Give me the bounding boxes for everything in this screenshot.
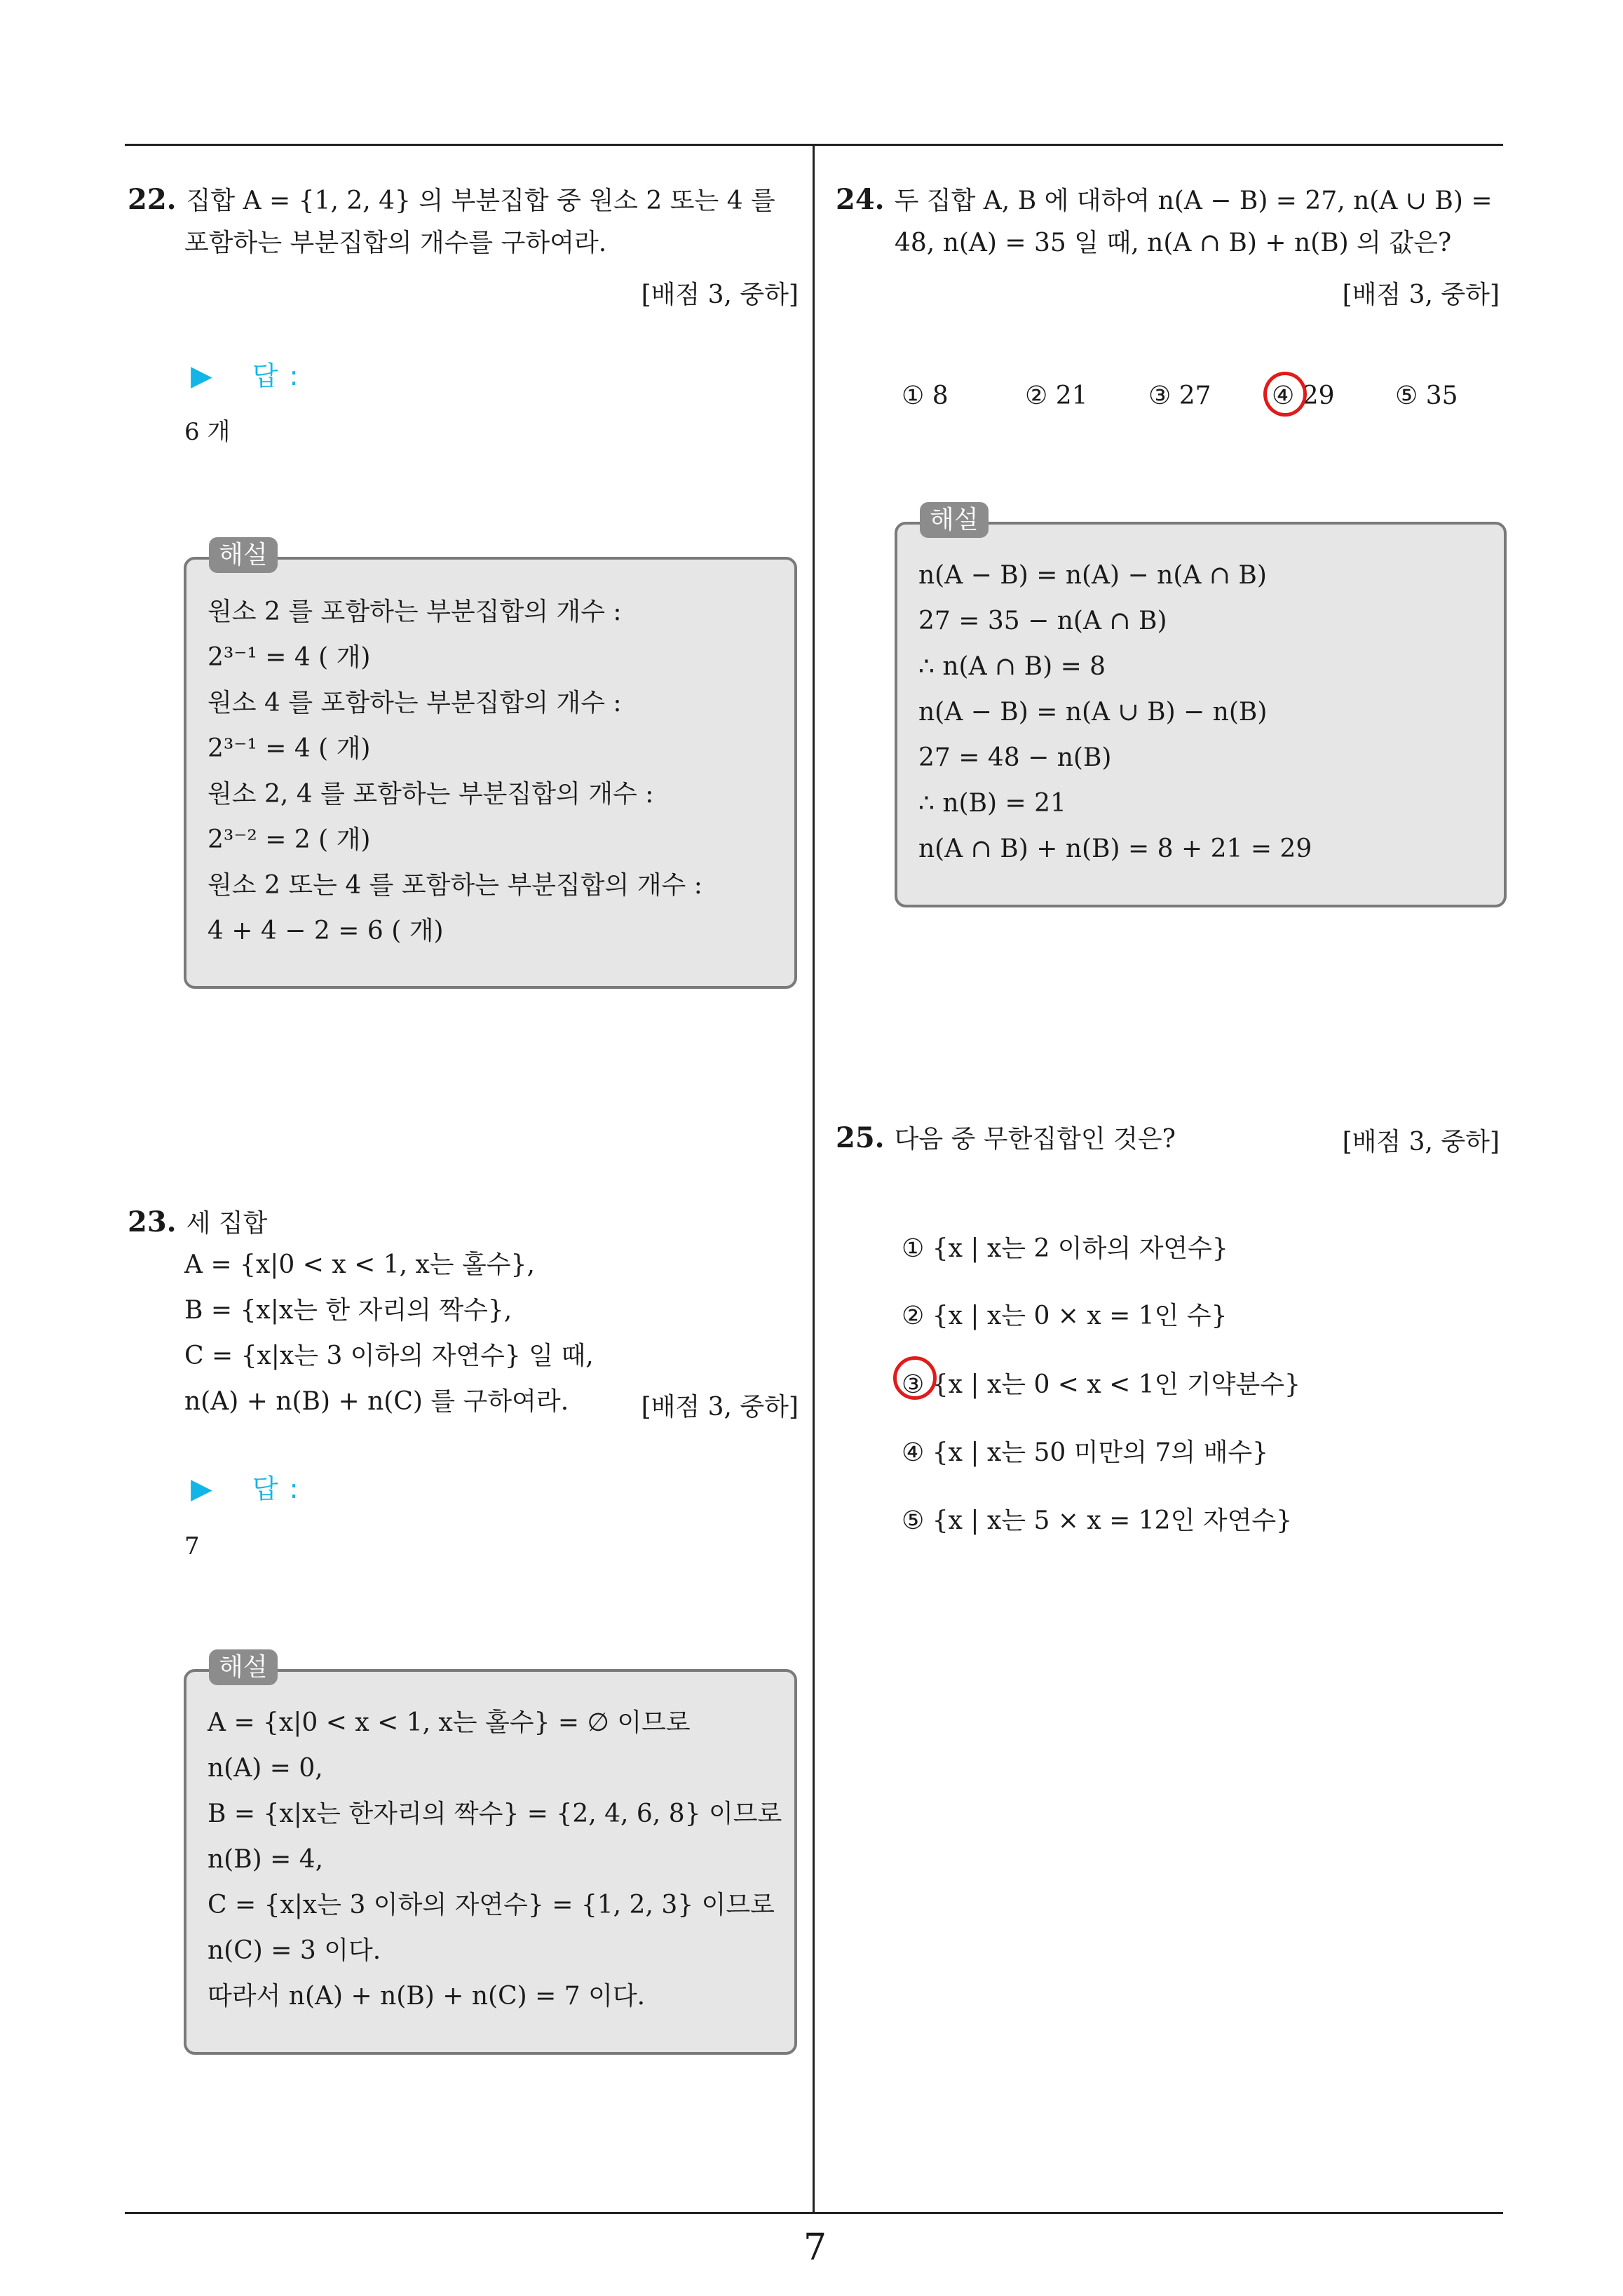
q24-choice-3[interactable]: ③ 27 bbox=[1148, 381, 1211, 410]
q23-explanation-line: A = {x|0 < x < 1, x는 홀수} = ∅ 이므로 bbox=[208, 1708, 691, 1737]
q22-meta: [배점 3, 중하] bbox=[641, 281, 799, 309]
q23-explanation-line: B = {x|x는 한자리의 짝수} = {2, 4, 6, 8} 이므로 bbox=[208, 1799, 782, 1828]
q22-explanation-line: 원소 2 또는 4 를 포함하는 부분집합의 개수 : bbox=[208, 871, 702, 900]
q22-explanation-line: 2³⁻¹ = 4 ( 개) bbox=[208, 643, 371, 672]
q22-explanation-line: 4 + 4 − 2 = 6 ( 개) bbox=[208, 917, 444, 945]
q23-explanation-line: n(C) = 3 이다. bbox=[208, 1936, 381, 1965]
q22-number: 22. bbox=[128, 183, 177, 216]
q24-explanation-line: ∴ n(A ∩ B) = 8 bbox=[918, 652, 1106, 681]
q23-explanation-line: 따라서 n(A) + n(B) + n(C) = 7 이다. bbox=[208, 1982, 646, 2011]
q23-answer-value: 7 bbox=[184, 1532, 200, 1560]
q24-choice-1[interactable]: ① 8 bbox=[902, 381, 949, 410]
q24-answer-mark-circle bbox=[1263, 372, 1307, 417]
q23-text-line5: n(A) + n(B) + n(C) 를 구하여라. bbox=[184, 1387, 569, 1416]
q25-choice-2[interactable]: ② {x | x는 0 × x = 1인 수} bbox=[902, 1302, 1228, 1330]
q22-text-line1: 집합 A = {1, 2, 4} 의 부분집합 중 원소 2 또는 4 를 bbox=[186, 187, 775, 215]
bottom-rule bbox=[125, 2212, 1503, 2214]
q23-number: 23. bbox=[128, 1206, 177, 1238]
q23-question-line1 bbox=[128, 1206, 267, 1238]
q25-text-line1: 다음 중 무한집합인 것은? bbox=[894, 1125, 1176, 1154]
q24-explanation-line: ∴ n(B) = 21 bbox=[918, 789, 1066, 818]
q22-question-line1 bbox=[128, 184, 775, 216]
q25-question-line1 bbox=[836, 1122, 1176, 1154]
q23-text-line3: B = {x|x는 한 자리의 짝수}, bbox=[184, 1296, 512, 1325]
answer-arrow-icon: ▶ bbox=[191, 1473, 212, 1505]
q25-choice-5[interactable]: ⑤ {x | x는 5 × x = 12인 자연수} bbox=[902, 1506, 1293, 1535]
q24-meta: [배점 3, 중하] bbox=[1342, 281, 1500, 309]
q25-answer-mark-circle bbox=[893, 1356, 937, 1400]
q23-answer-row bbox=[191, 1467, 299, 1506]
q22-explanation-line: 2³⁻¹ = 4 ( 개) bbox=[208, 734, 371, 763]
q22-text-line2: 포함하는 부분집합의 개수를 구하여라. bbox=[184, 229, 607, 257]
q24-explanation-line: n(A − B) = n(A) − n(A ∩ B) bbox=[918, 561, 1267, 590]
q24-number: 24. bbox=[836, 183, 885, 216]
q23-explanation-tag: 해설 bbox=[209, 1649, 278, 1685]
q23-answer-label: 답 : bbox=[252, 1473, 300, 1504]
q24-text-line1: 두 집합 A, B 에 대하여 n(A − B) = 27, n(A ∪ B) = bbox=[894, 187, 1493, 215]
q24-choice-4[interactable]: ④ 29 bbox=[1272, 381, 1335, 410]
q22-answer-label: 답 : bbox=[252, 360, 300, 391]
q22-explanation-line: 2³⁻² = 2 ( 개) bbox=[208, 825, 371, 854]
q22-answer-row bbox=[191, 354, 299, 393]
q24-explanation-line: n(A ∩ B) + n(B) = 8 + 21 = 29 bbox=[918, 835, 1312, 863]
q24-explanation-line: 27 = 35 − n(A ∩ B) bbox=[918, 607, 1167, 635]
q22-answer-value: 6 개 bbox=[184, 418, 231, 446]
q23-explanation-line: n(B) = 4, bbox=[208, 1845, 324, 1874]
page-number: 7 bbox=[803, 2227, 827, 2269]
q23-text-line2: A = {x|0 < x < 1, x는 홀수}, bbox=[184, 1250, 535, 1279]
answer-arrow-icon: ▶ bbox=[191, 360, 212, 392]
q25-choice-1[interactable]: ① {x | x는 2 이하의 자연수} bbox=[902, 1234, 1228, 1263]
q24-choice-5[interactable]: ⑤ 35 bbox=[1395, 381, 1458, 410]
q22-explanation-lines bbox=[208, 589, 702, 954]
q23-text-line1: 세 집합 bbox=[186, 1209, 268, 1238]
q24-explanation-line: n(A − B) = n(A ∪ B) − n(B) bbox=[918, 698, 1268, 727]
q24-question-line1 bbox=[836, 184, 1493, 216]
q24-explanation-line: 27 = 48 − n(B) bbox=[918, 743, 1112, 772]
q22-explanation-line: 원소 2, 4 를 포함하는 부분집합의 개수 : bbox=[208, 780, 654, 809]
q24-text-line2: 48, n(A) = 35 일 때, n(A ∩ B) + n(B) 의 값은? bbox=[895, 229, 1452, 257]
q22-explanation-tag: 해설 bbox=[209, 537, 278, 573]
q24-choice-2[interactable]: ② 21 bbox=[1025, 381, 1088, 410]
q23-explanation-lines bbox=[208, 1700, 782, 2019]
q23-explanation-line: C = {x|x는 3 이하의 자연수} = {1, 2, 3} 이므로 bbox=[208, 1891, 775, 1919]
q23-text-line4: C = {x|x는 3 이하의 자연수} 일 때, bbox=[184, 1342, 594, 1370]
column-divider bbox=[813, 144, 815, 2213]
q25-choice-4[interactable]: ④ {x | x는 50 미만의 7의 배수} bbox=[902, 1438, 1269, 1467]
q23-explanation-line: n(A) = 0, bbox=[208, 1754, 323, 1783]
q24-explanation-tag: 해설 bbox=[920, 502, 989, 538]
q22-explanation-line: 원소 4 를 포함하는 부분집합의 개수 : bbox=[208, 689, 622, 717]
q25-number: 25. bbox=[836, 1121, 885, 1154]
q25-choice-3[interactable]: ③ {x | x는 0 < x < 1인 기약분수} bbox=[902, 1370, 1301, 1399]
q22-explanation-line: 원소 2 를 포함하는 부분집합의 개수 : bbox=[208, 597, 622, 626]
q24-explanation-lines bbox=[918, 553, 1312, 872]
q23-meta: [배점 3, 중하] bbox=[641, 1393, 799, 1422]
q25-meta: [배점 3, 중하] bbox=[1342, 1128, 1500, 1156]
